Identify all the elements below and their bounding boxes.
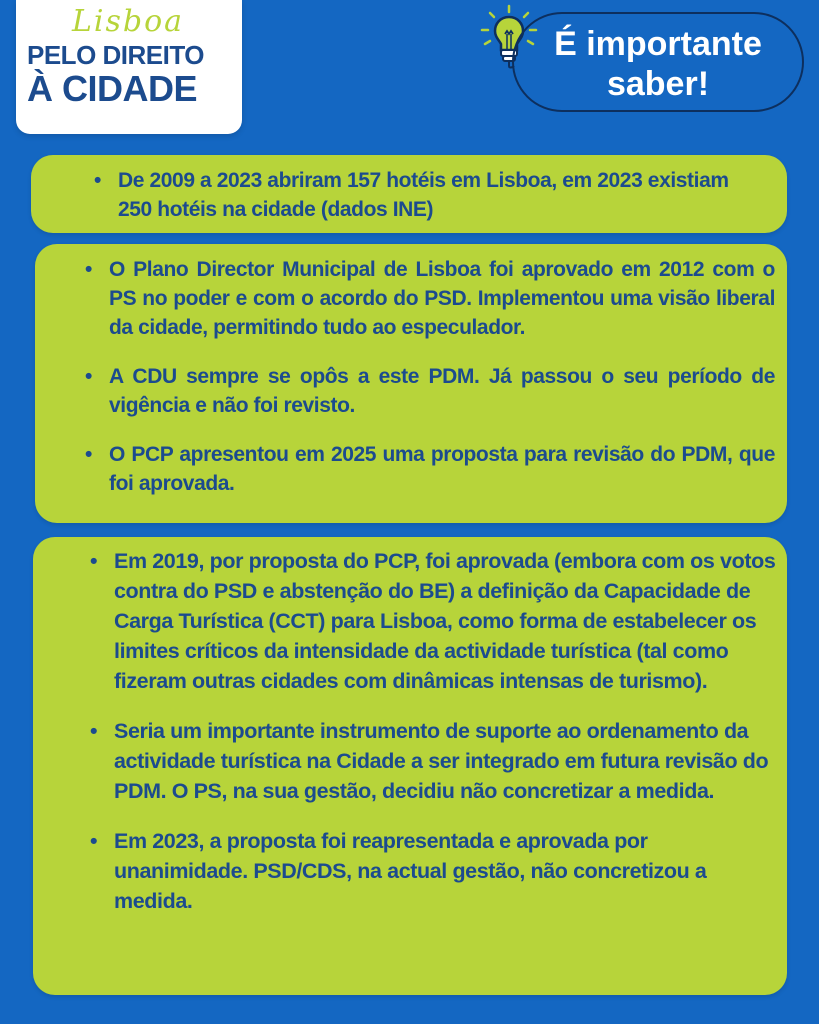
important-callout <box>512 12 804 112</box>
callout-title-line1: É importante <box>554 25 762 63</box>
info-card-pdm <box>35 244 787 523</box>
logo-title-line2: À CIDADE <box>27 68 198 109</box>
bullet-item: • Seria um importante instrumento de suporte ao ordenamento da actividade turística na Cidade a ser integrado em futura revisão do PDM. O PS, na sua gestão, decidiu não concretizar a medida. <box>114 716 777 806</box>
info-card-hotels <box>31 155 787 233</box>
bullet-item: • O Plano Director Municipal de Lisboa foi aprovado em 2012 com o PS no poder e com o acordo do PSD. Implementou uma visão liberal da cidade, permitindo tudo ao especulador. <box>109 255 775 342</box>
callout-title-line2: saber! <box>606 65 710 103</box>
bullet-item: • O PCP apresentou em 2025 uma proposta para revisão do PDM, que foi aprovada. <box>109 440 775 498</box>
bullet-list <box>118 166 747 224</box>
bullet-item: • A CDU sempre se opôs a este PDM. Já passou o seu período de vigência e não foi revisto. <box>109 362 775 420</box>
bullet-item: • Em 2023, a proposta foi reapresentada e aprovada por unanimidade. PSD/CDS, na actual gestão, não concretizou a medida. <box>114 826 777 916</box>
bullet-item: • Em 2019, por proposta do PCP, foi aprovada (embora com os votos contra do PSD e abstenção do BE) a definição da Capacidade de Carga Turística (CCT) para Lisboa, como forma de estabelecer os limites críticos da intensidade da actividade turística (tal como fizeram outras cidades com dinâmicas intensas de turismo). <box>114 546 777 696</box>
info-card-cct <box>33 537 787 995</box>
bullet-list <box>114 546 777 916</box>
callout-title <box>514 24 802 104</box>
logo-script-text: Lisboa <box>72 4 185 39</box>
logo-badge <box>16 0 242 134</box>
bullet-list <box>109 255 775 498</box>
bullet-item: • De 2009 a 2023 abriram 157 hotéis em Lisboa, em 2023 existiam 250 hotéis na cidade (dados INE) <box>118 166 747 224</box>
logo-title-line1: PELO DIREITO <box>27 40 204 70</box>
